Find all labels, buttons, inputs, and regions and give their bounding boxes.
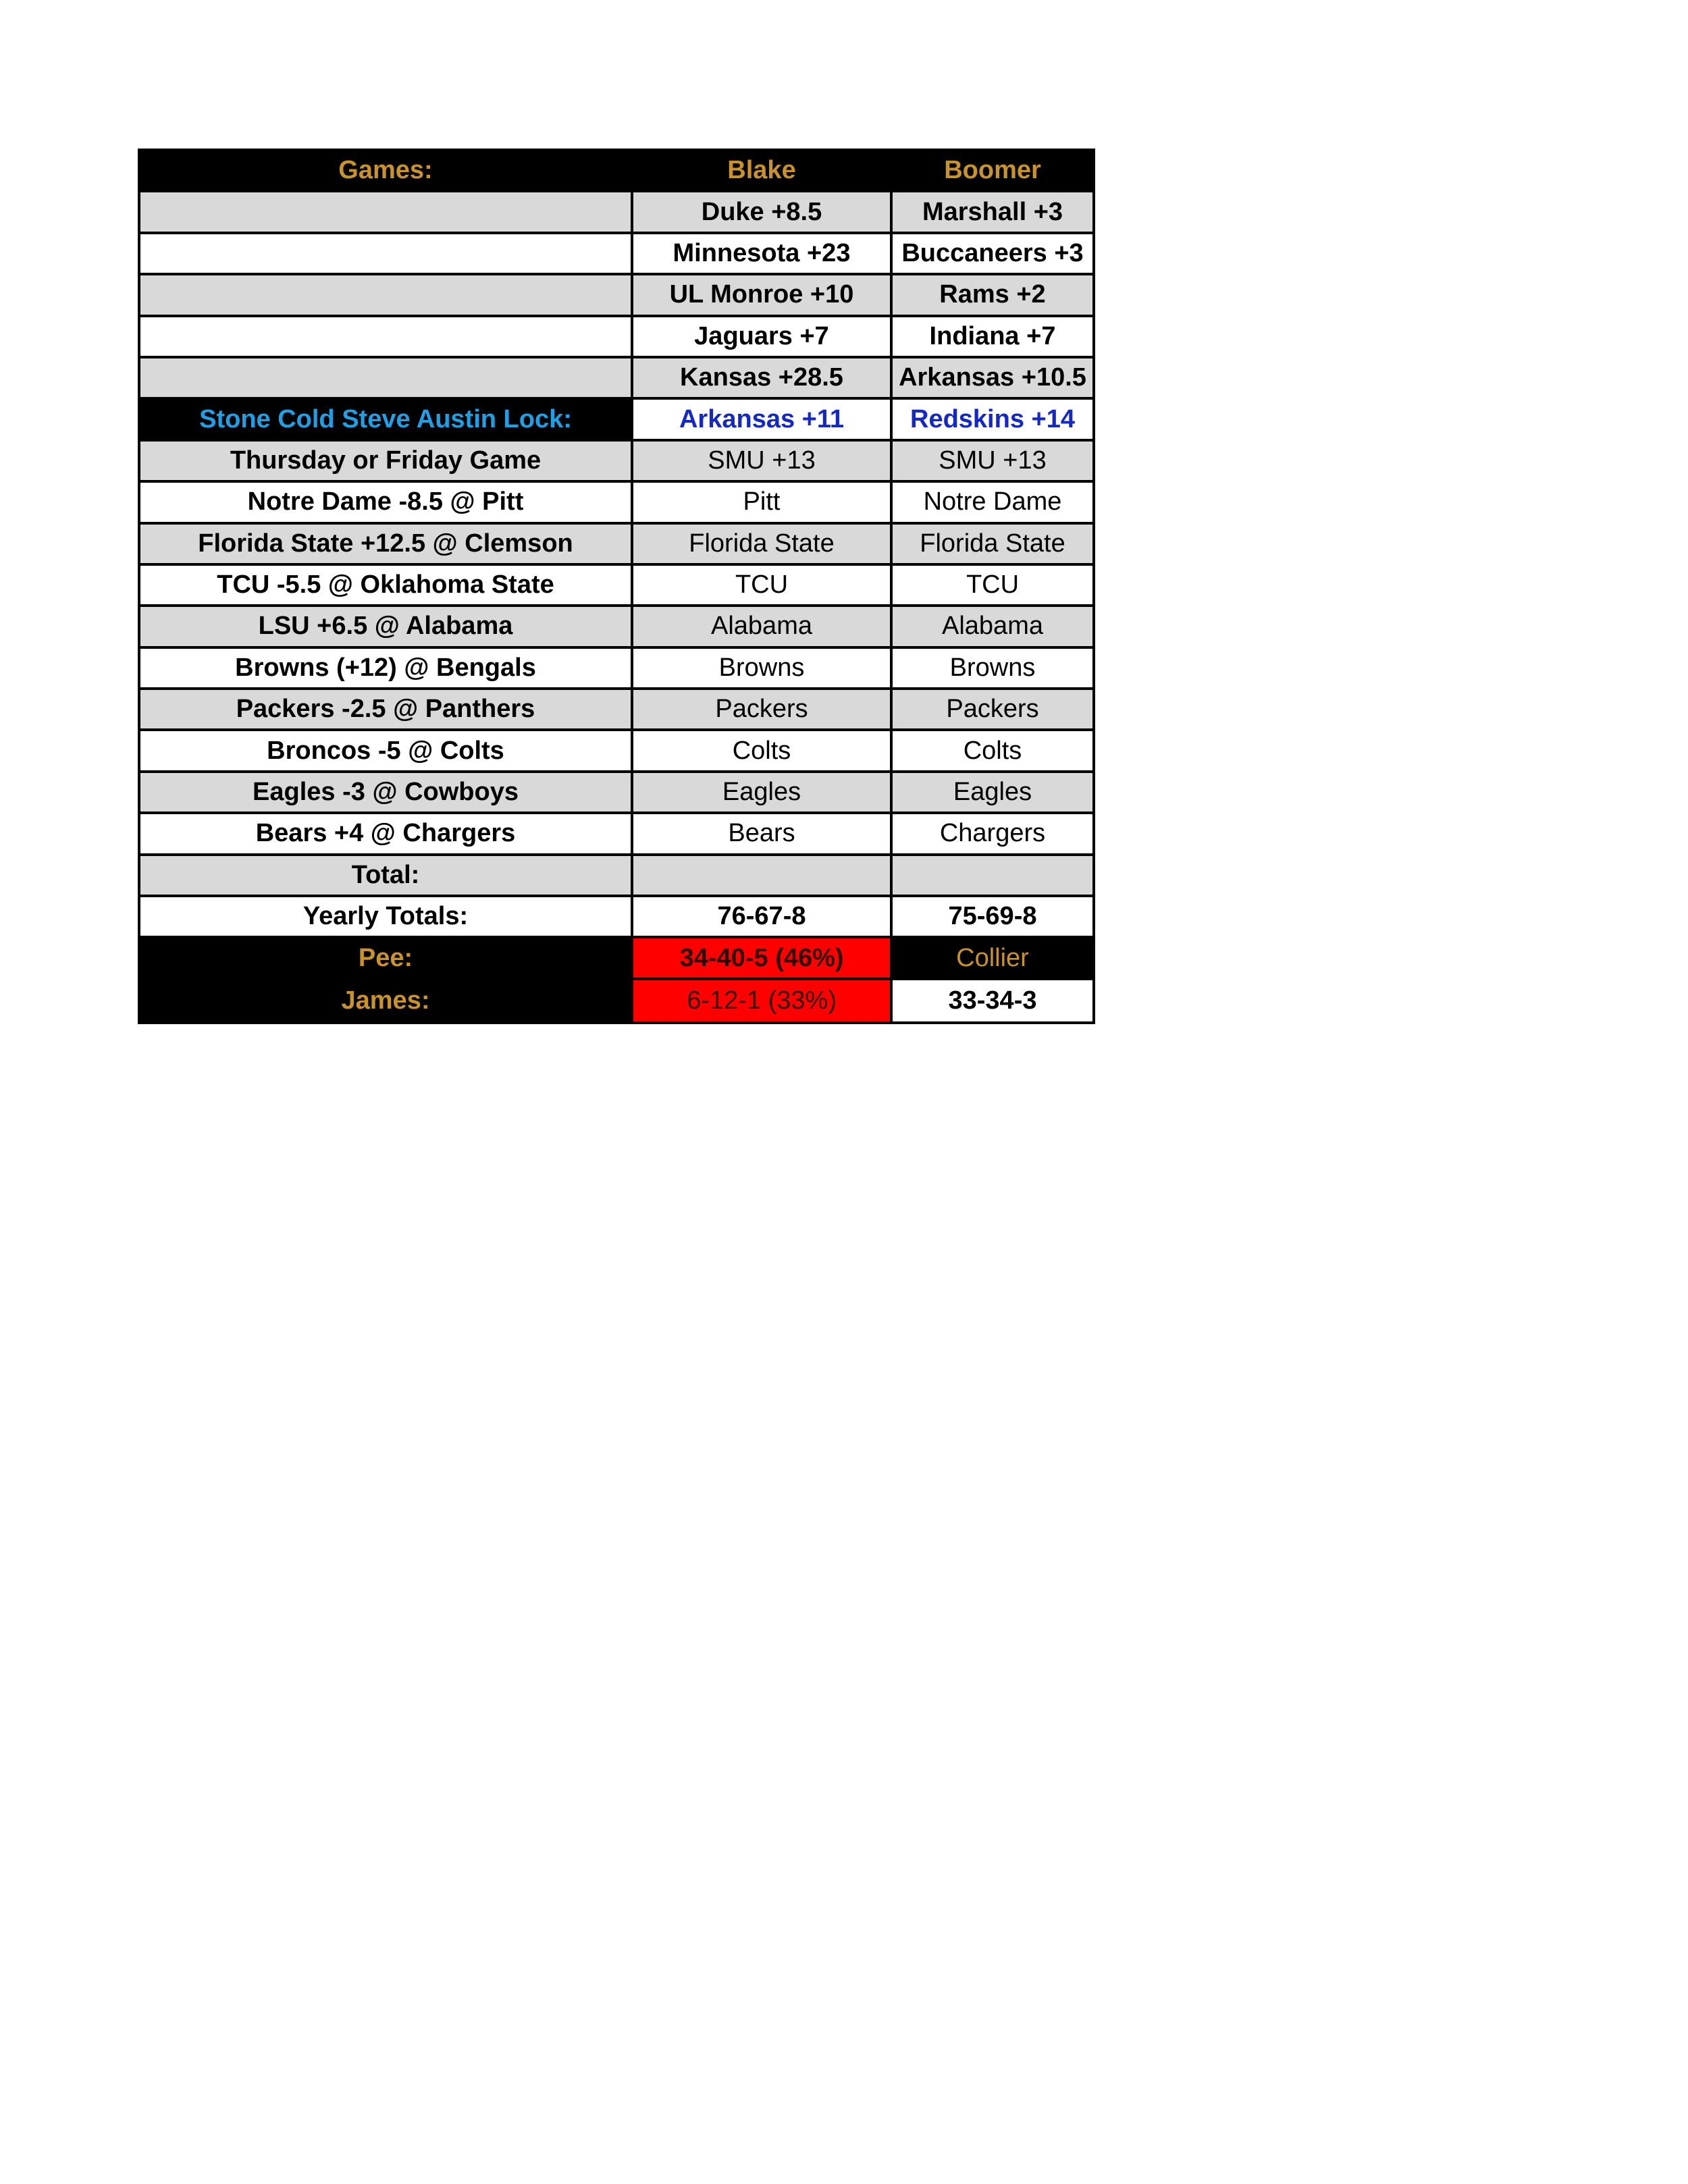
boomer-game-pick: Packers <box>890 690 1092 728</box>
lock-label: Stone Cold Steve Austin Lock: <box>140 400 631 438</box>
pick-label <box>140 317 631 356</box>
boomer-pick: Rams +2 <box>890 275 1092 314</box>
yearly-totals-label: Yearly Totals: <box>302 902 469 931</box>
game-row <box>140 566 1092 607</box>
pee-record: 34-40-5 (46%) <box>631 938 890 977</box>
game-row <box>140 690 1092 731</box>
blake-game-pick: Colts <box>631 731 890 770</box>
james-record: 6-12-1 (33%) <box>631 980 890 1021</box>
header-row <box>140 151 1092 192</box>
total-label: Total: <box>351 860 420 889</box>
james-label: James: <box>341 986 430 1015</box>
game-label: Browns (+12) @ Bengals <box>235 653 536 682</box>
pick-label <box>140 192 631 231</box>
yearly-totals-row <box>140 897 1092 938</box>
blake-pick: Jaguars +7 <box>631 317 890 356</box>
game-row <box>140 442 1092 483</box>
blake-game-pick: SMU +13 <box>631 442 890 480</box>
boomer-game-pick: Browns <box>890 649 1092 687</box>
game-label: TCU -5.5 @ Oklahoma State <box>217 570 554 600</box>
blake-pick: Kansas +28.5 <box>631 358 890 397</box>
game-label: Florida State +12.5 @ Clemson <box>198 529 573 558</box>
pee-row <box>140 938 1092 980</box>
boomer-game-pick: Florida State <box>890 525 1092 563</box>
boomer-header: Boomer <box>890 151 1092 190</box>
blake-game-pick: Packers <box>631 690 890 728</box>
game-label: Thursday or Friday Game <box>230 446 542 475</box>
boomer-pick: Indiana +7 <box>890 317 1092 356</box>
boomer-game-pick: Eagles <box>890 773 1092 811</box>
game-row <box>140 483 1092 524</box>
boomer-lock: Redskins +14 <box>890 400 1092 438</box>
blake-game-pick: Browns <box>631 649 890 687</box>
game-label: Packers -2.5 @ Panthers <box>236 695 535 724</box>
blake-pick: Duke +8.5 <box>631 192 890 231</box>
boomer-pick: Buccaneers +3 <box>890 234 1092 273</box>
game-row <box>140 773 1092 814</box>
pick-row <box>140 358 1092 400</box>
pee-label: Pee: <box>358 943 413 972</box>
games-header: Games: <box>338 156 433 185</box>
boomer-game-pick: SMU +13 <box>890 442 1092 480</box>
pick-row <box>140 234 1092 275</box>
pick-row <box>140 275 1092 317</box>
game-label: Eagles -3 @ Cowboys <box>253 778 519 807</box>
collier-record: 33-34-3 <box>890 980 1092 1021</box>
game-label: Notre Dame -8.5 @ Pitt <box>247 487 524 516</box>
blake-header: Blake <box>631 151 890 190</box>
james-row <box>140 980 1092 1021</box>
blake-pick: Minnesota +23 <box>631 234 890 273</box>
game-row <box>140 607 1092 648</box>
boomer-total <box>890 856 1092 895</box>
game-row <box>140 525 1092 566</box>
blake-game-pick: Alabama <box>631 607 890 645</box>
pick-label <box>140 275 631 314</box>
game-row <box>140 731 1092 772</box>
boomer-pick: Marshall +3 <box>890 192 1092 231</box>
game-label: Broncos -5 @ Colts <box>267 736 504 765</box>
game-label: LSU +6.5 @ Alabama <box>258 612 513 641</box>
pick-row <box>140 192 1092 234</box>
collier-label: Collier <box>890 938 1092 977</box>
total-row <box>140 856 1092 897</box>
blake-yearly-total: 76-67-8 <box>631 897 890 936</box>
lock-row <box>140 400 1092 441</box>
blake-game-pick: TCU <box>631 566 890 604</box>
game-label: Bears +4 @ Chargers <box>255 819 516 848</box>
boomer-game-pick: TCU <box>890 566 1092 604</box>
blake-game-pick: Florida State <box>631 525 890 563</box>
pick-row <box>140 317 1092 358</box>
boomer-game-pick: Alabama <box>890 607 1092 645</box>
blake-game-pick: Bears <box>631 814 890 853</box>
boomer-game-pick: Colts <box>890 731 1092 770</box>
boomer-pick: Arkansas +10.5 <box>890 358 1092 397</box>
blake-pick: UL Monroe +10 <box>631 275 890 314</box>
game-row <box>140 649 1092 690</box>
boomer-game-pick: Chargers <box>890 814 1092 853</box>
pick-label <box>140 234 631 273</box>
blake-total <box>631 856 890 895</box>
pick-label <box>140 358 631 397</box>
blake-game-pick: Eagles <box>631 773 890 811</box>
boomer-game-pick: Notre Dame <box>890 483 1092 521</box>
blake-game-pick: Pitt <box>631 483 890 521</box>
game-row <box>140 814 1092 855</box>
blake-lock: Arkansas +11 <box>631 400 890 438</box>
picks-table <box>138 149 1095 1024</box>
boomer-yearly-total: 75-69-8 <box>890 897 1092 936</box>
